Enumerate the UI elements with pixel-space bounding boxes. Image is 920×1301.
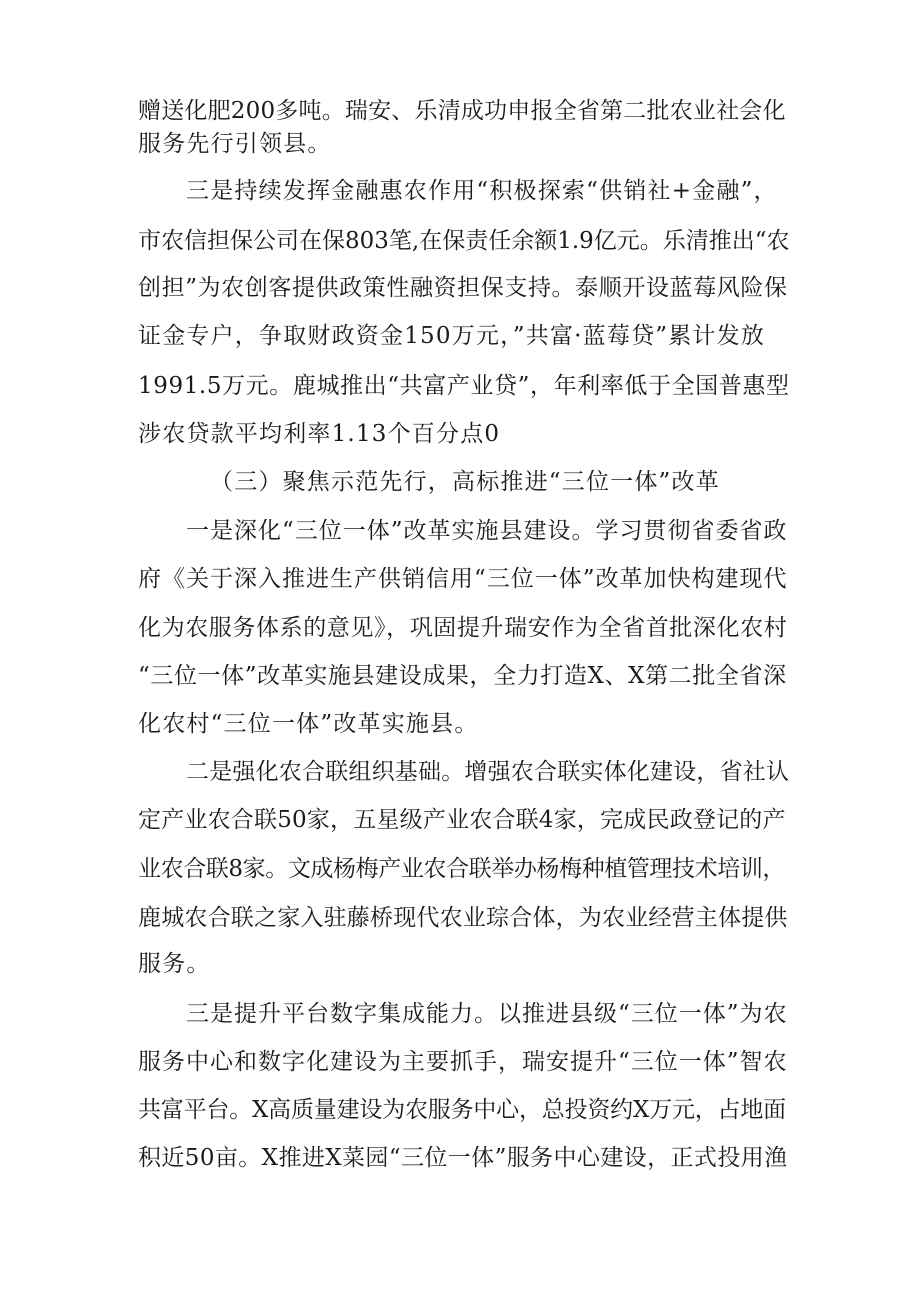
text-line: 化为农服务体系的意见》，巩固提升瑞安作为全省首批深化农村 <box>138 615 788 641</box>
text-line: 府《关于深入推进生产供销信用“三位一体”改革加快构建现代 <box>138 566 788 592</box>
text-line: 共富平台。X高质量建设为农服务中心，总投资约X万元，占地面 <box>138 1097 786 1123</box>
paragraph-first-line: 一是深化“三位一体”改革实施县建设。学习贯彻省委省政 <box>186 518 788 544</box>
paragraph-first-line: 三是持续发挥金融惠农作用“积极探索“供销社+金融”， <box>186 178 778 204</box>
text-line: 积近50亩。X推进X菜园“三位一体”服务中心建设，正式投用渔 <box>138 1145 788 1171</box>
text-line: 涉农贷款平均利率1.13个百分点0 <box>138 421 501 447</box>
paragraph-first-line: 三是提升平台数字集成能力。以推进县级“三位一体”为农 <box>186 1001 788 1027</box>
text-line: 服务中心和数字化建设为主要抓手，瑞安提升“三位一体”智农 <box>138 1049 788 1075</box>
text-line: 创担”为农创客提供政策性融资担保支持。泰顺开设蓝莓风险保 <box>138 275 788 301</box>
text-line: 业农合联8家。文成杨梅产业农合联举办杨梅种植管理技术培训， <box>138 856 786 882</box>
text-line: “三位一体”改革实施县建设成果，全力打造X、X第二批全省深 <box>138 663 787 689</box>
paragraph-first-line: 二是强化农合联组织基础。增强农合联实体化建设，省社认 <box>186 759 790 785</box>
text-line: 服务。 <box>138 951 211 977</box>
text-line: 化农村“三位一体”改革实施县。 <box>138 711 479 737</box>
text-line: 鹿城农合联之家入驻藤桥现代农业琮合体，为农业经营主体提供 <box>138 905 788 931</box>
text-line: 定产业农合联50家，五星级产业农合联4家，完成民政登记的产 <box>138 807 786 833</box>
text-line: 赠送化肥200多吨。瑞安、乐清成功申报全省第二批农业社会化 <box>138 98 786 124</box>
text-line: 市农信担保公司在保803笔,在保责任余额1.9亿元。乐清推出“农 <box>138 228 790 254</box>
text-line: 服务先行引领县。 <box>138 131 332 157</box>
text-line: 1991.5万元。鹿城推出“共富产业贷”，年利率低于全国普惠型 <box>138 373 790 399</box>
section-heading: （三）聚焦示范先行，高标推进“三位一体”改革 <box>210 469 720 495</box>
text-line: 证金专户，争取财政资金150万元，”共富·蓝莓贷”累计发放 <box>138 323 766 349</box>
